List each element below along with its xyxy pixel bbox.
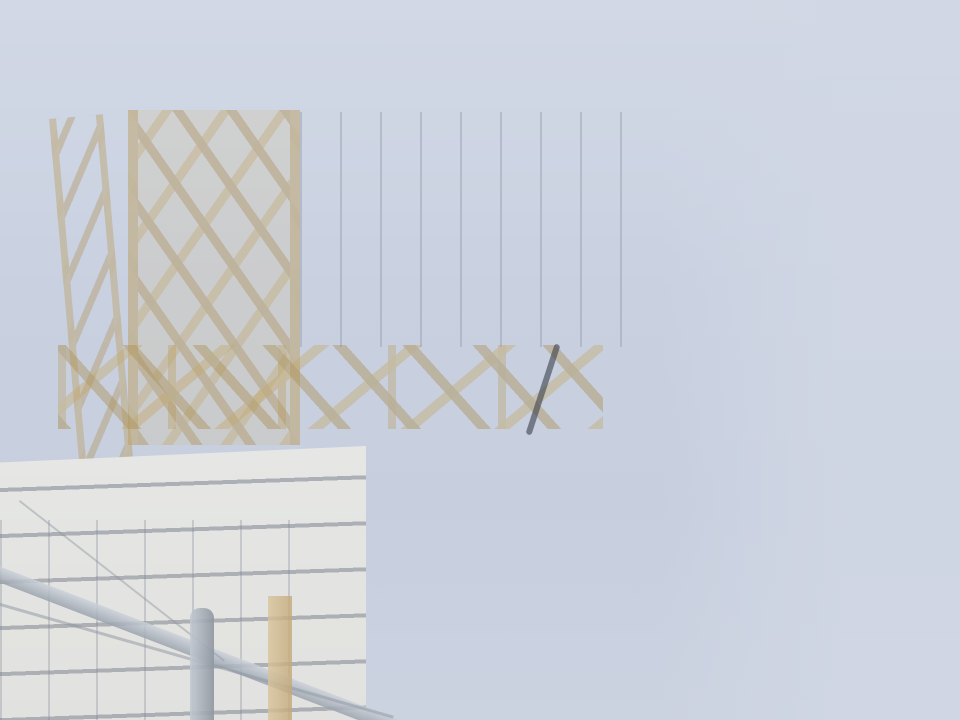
crane-cables (300, 112, 630, 347)
sky-highlight (660, 0, 960, 720)
metal-pipe (190, 608, 214, 720)
wood-post (268, 596, 292, 720)
crane-lattice-band (58, 345, 603, 429)
